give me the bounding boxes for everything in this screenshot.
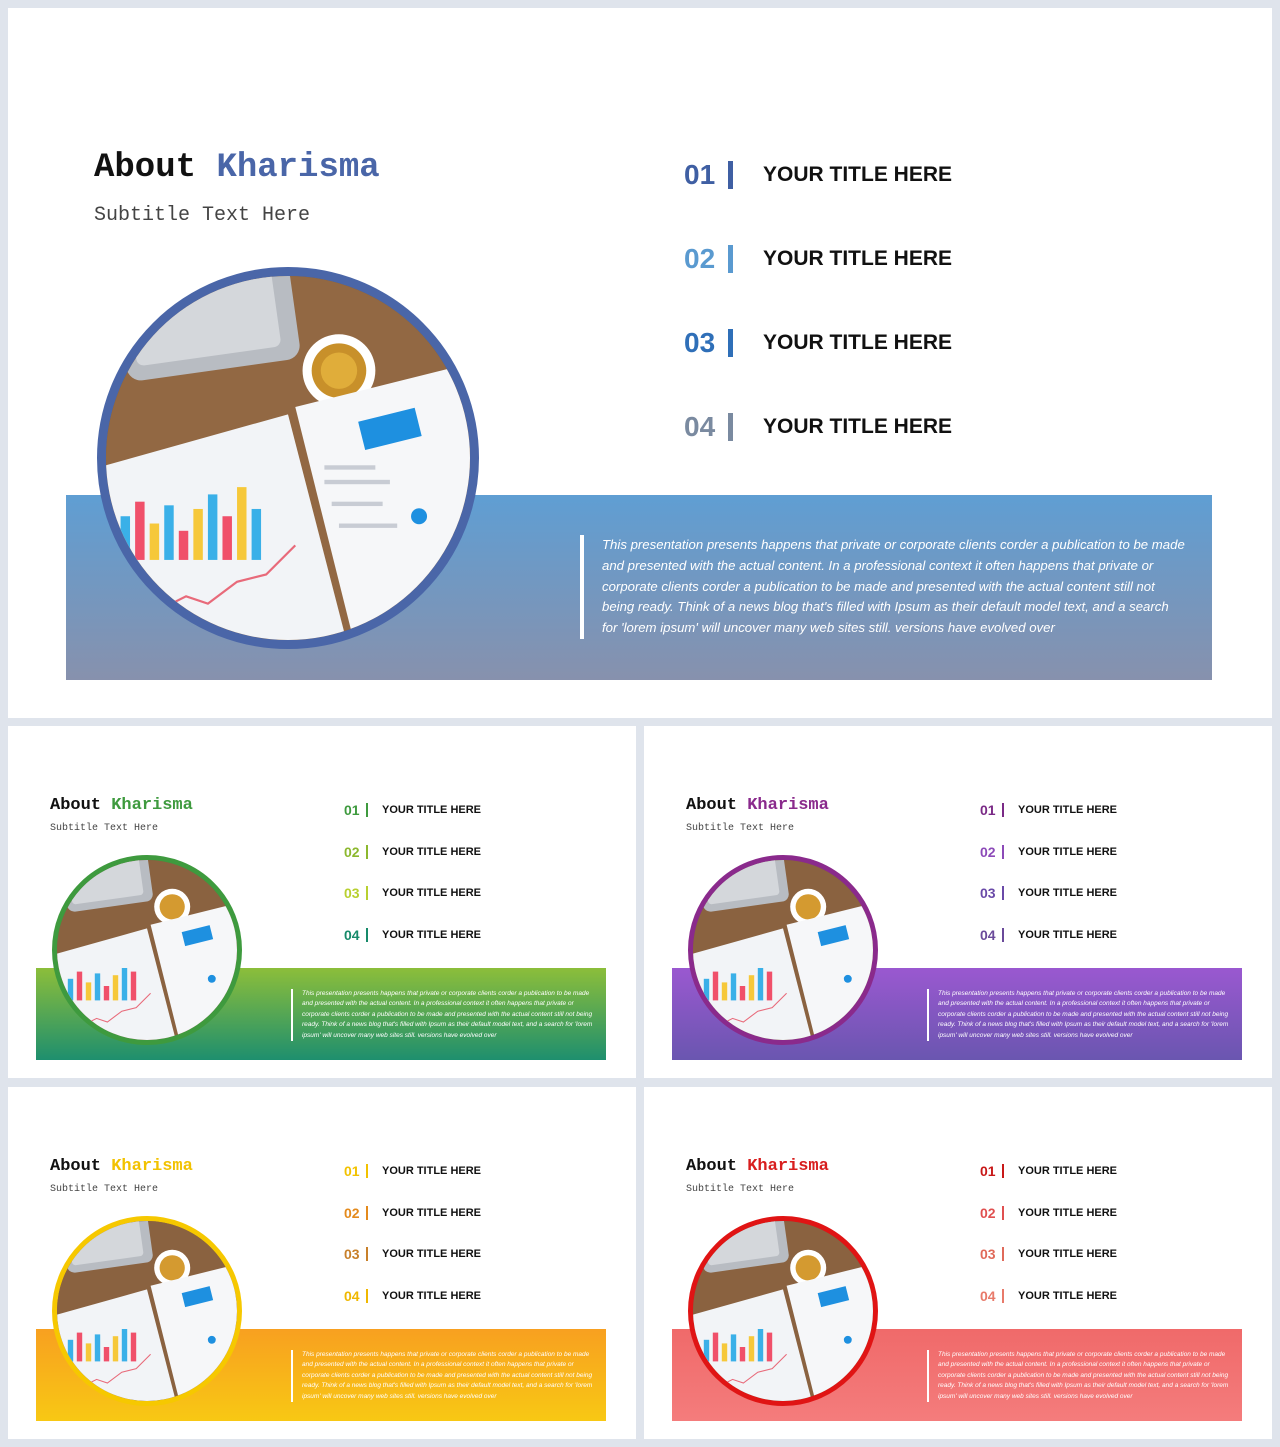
agenda-item-03 <box>344 885 481 901</box>
item-divider <box>1002 1289 1004 1303</box>
item-divider <box>366 1164 368 1178</box>
description-text: This presentation presents happens that private or corporate clients corder a publication to be made and presented with the actual content. In a professional context it often happens that private or corporate clients corder a publication to be made and presented with the actual content still not being ready. Think of a news blog that's filled with Ipsum as their default model text, and a search for 'lorem ipsum' will uncover many web sites still. versions have evolved over <box>291 1350 597 1402</box>
heading-accent: Kharisma <box>216 149 380 187</box>
slide-subtitle: Subtitle Text Here <box>50 1184 159 1195</box>
item-title: YOUR TITLE HERE <box>1018 1290 1118 1302</box>
item-number: 04 <box>344 927 360 943</box>
item-number: 02 <box>344 844 360 860</box>
agenda-item-03 <box>344 1246 481 1262</box>
item-divider <box>366 1289 368 1303</box>
description-text: This presentation presents happens that private or corporate clients corder a publication to be made and presented with the actual content. In a professional context it often happens that private or corporate clients corder a publication to be made and presented with the actual content still not being ready. Think of a news blog that's filled with Ipsum as their default model text, and a search for 'lorem ipsum' will uncover many web sites still. versions have evolved over <box>291 989 597 1041</box>
photo-circle <box>52 1216 242 1406</box>
item-divider <box>1002 845 1004 859</box>
item-divider <box>1002 1206 1004 1220</box>
slide-blue <box>8 8 1272 718</box>
item-title: YOUR TITLE HERE <box>382 929 482 941</box>
item-divider <box>366 1247 368 1261</box>
item-title: YOUR TITLE HERE <box>763 163 953 186</box>
item-number: 02 <box>980 844 996 860</box>
slide-heading <box>50 1157 193 1176</box>
item-divider <box>728 413 733 441</box>
item-title: YOUR TITLE HERE <box>763 331 953 354</box>
slide-green <box>8 726 636 1078</box>
agenda-item-04 <box>344 1288 481 1304</box>
item-number: 03 <box>344 1246 360 1262</box>
slide-heading <box>94 149 380 187</box>
agenda-item-01 <box>344 1163 481 1179</box>
slide-yellow <box>8 1087 636 1439</box>
photo-circle <box>97 267 479 649</box>
item-title: YOUR TITLE HERE <box>1018 887 1118 899</box>
item-title: YOUR TITLE HERE <box>1018 804 1118 816</box>
item-divider <box>1002 1247 1004 1261</box>
agenda-item-01 <box>344 802 481 818</box>
agenda-item-03 <box>980 1246 1117 1262</box>
item-number: 03 <box>980 1246 996 1262</box>
agenda-item-03 <box>684 327 952 359</box>
item-divider <box>728 161 733 189</box>
heading-lead: About <box>686 1157 738 1176</box>
slide-purple <box>644 726 1272 1078</box>
item-number: 04 <box>684 411 716 442</box>
item-divider <box>1002 803 1004 817</box>
item-divider <box>366 845 368 859</box>
desk-photo-image <box>106 276 470 640</box>
item-divider <box>366 803 368 817</box>
item-title: YOUR TITLE HERE <box>763 247 953 270</box>
heading-lead: About <box>50 1157 102 1176</box>
item-divider <box>366 886 368 900</box>
photo-circle <box>52 855 242 1045</box>
item-number: 04 <box>980 927 996 943</box>
item-divider <box>366 1206 368 1220</box>
item-title: YOUR TITLE HERE <box>1018 1165 1118 1177</box>
item-number: 01 <box>980 1163 996 1179</box>
item-number: 03 <box>684 327 716 358</box>
heading-lead: About <box>50 796 102 815</box>
heading-lead: About <box>94 149 197 187</box>
slide-subtitle: Subtitle Text Here <box>94 204 311 227</box>
item-title: YOUR TITLE HERE <box>382 1165 482 1177</box>
slide-heading <box>686 1157 829 1176</box>
item-number: 03 <box>344 885 360 901</box>
item-title: YOUR TITLE HERE <box>382 1207 482 1219</box>
desk-photo-image <box>57 860 237 1040</box>
item-title: YOUR TITLE HERE <box>1018 1248 1118 1260</box>
description-text: This presentation presents happens that private or corporate clients corder a publication to be made and presented with the actual content. In a professional context it often happens that private or corporate clients corder a publication to be made and presented with the actual content still not being ready. Think of a news blog that's filled with Ipsum as their default model text, and a search for 'lorem ipsum' will uncover many web sites still. versions have evolved over <box>927 1350 1233 1402</box>
desk-photo-image <box>693 860 873 1040</box>
agenda-item-01 <box>980 802 1117 818</box>
item-number: 03 <box>980 885 996 901</box>
item-divider <box>1002 928 1004 942</box>
agenda-item-02 <box>980 1205 1117 1221</box>
item-number: 04 <box>980 1288 996 1304</box>
description-text: This presentation presents happens that private or corporate clients corder a publication to be made and presented with the actual content. In a professional context it often happens that private or corporate clients corder a publication to be made and presented with the actual content still not being ready. Think of a news blog that's filled with Ipsum as their default model text, and a search for 'lorem ipsum' will uncover many web sites still. versions have evolved over <box>927 989 1233 1041</box>
desk-photo-image <box>57 1221 237 1401</box>
slide-heading <box>50 796 193 815</box>
item-number: 02 <box>344 1205 360 1221</box>
item-divider <box>366 928 368 942</box>
item-divider <box>728 245 733 273</box>
slide-subtitle: Subtitle Text Here <box>686 823 795 834</box>
item-title: YOUR TITLE HERE <box>763 415 953 438</box>
item-title: YOUR TITLE HERE <box>382 804 482 816</box>
slide-red <box>644 1087 1272 1439</box>
agenda-item-01 <box>684 159 952 191</box>
agenda-item-04 <box>980 1288 1117 1304</box>
agenda-item-04 <box>684 411 952 443</box>
heading-accent: Kharisma <box>747 1157 829 1176</box>
photo-circle <box>688 1216 878 1406</box>
item-title: YOUR TITLE HERE <box>1018 846 1118 858</box>
agenda-item-02 <box>980 844 1117 860</box>
item-title: YOUR TITLE HERE <box>382 1290 482 1302</box>
slide-subtitle: Subtitle Text Here <box>50 823 159 834</box>
agenda-item-04 <box>344 927 481 943</box>
item-number: 01 <box>344 802 360 818</box>
heading-accent: Kharisma <box>747 796 829 815</box>
photo-circle <box>688 855 878 1045</box>
agenda-item-04 <box>980 927 1117 943</box>
item-number: 01 <box>344 1163 360 1179</box>
agenda-item-02 <box>344 1205 481 1221</box>
description-text: This presentation presents happens that private or corporate clients corder a publication to be made and presented with the actual content. In a professional context it often happens that private or corporate clients corder a publication to be made and presented with the actual content still not being ready. Think of a news blog that's filled with Ipsum as their default model text, and a search for 'lorem ipsum' will uncover many web sites still. versions have evolved over <box>580 535 1186 639</box>
desk-photo-image <box>693 1221 873 1401</box>
agenda-item-02 <box>344 844 481 860</box>
slide-heading <box>686 796 829 815</box>
heading-accent: Kharisma <box>111 796 193 815</box>
item-divider <box>728 329 733 357</box>
item-number: 01 <box>980 802 996 818</box>
item-title: YOUR TITLE HERE <box>382 887 482 899</box>
item-title: YOUR TITLE HERE <box>1018 929 1118 941</box>
item-number: 02 <box>980 1205 996 1221</box>
heading-lead: About <box>686 796 738 815</box>
item-title: YOUR TITLE HERE <box>382 1248 482 1260</box>
item-number: 01 <box>684 159 716 190</box>
agenda-item-03 <box>980 885 1117 901</box>
item-divider <box>1002 886 1004 900</box>
item-title: YOUR TITLE HERE <box>382 846 482 858</box>
slide-subtitle: Subtitle Text Here <box>686 1184 795 1195</box>
agenda-item-01 <box>980 1163 1117 1179</box>
agenda-item-02 <box>684 243 952 275</box>
item-title: YOUR TITLE HERE <box>1018 1207 1118 1219</box>
item-divider <box>1002 1164 1004 1178</box>
item-number: 04 <box>344 1288 360 1304</box>
item-number: 02 <box>684 243 716 274</box>
heading-accent: Kharisma <box>111 1157 193 1176</box>
